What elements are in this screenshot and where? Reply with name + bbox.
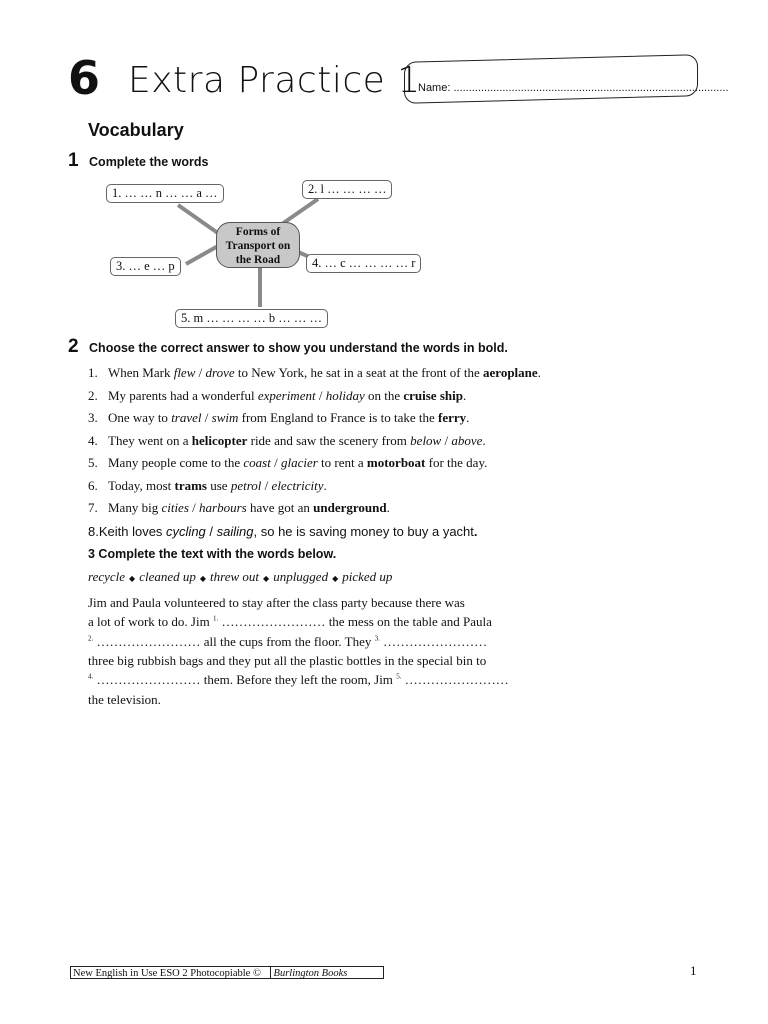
footer-text: New English in Use ESO 2 Photocopiable © bbox=[73, 968, 264, 979]
answer-option: above bbox=[451, 432, 483, 448]
bold-keyword: motorboat bbox=[366, 455, 426, 470]
exercise-2-item bbox=[88, 500, 390, 516]
text-run: …………………… them. Before they left the room, Jim bbox=[93, 672, 397, 688]
mind-map-box-3: 3. … e … p bbox=[110, 257, 181, 276]
exercise-2-heading bbox=[68, 336, 508, 358]
gap-number: 4. bbox=[88, 672, 94, 681]
text-run: . bbox=[466, 410, 470, 425]
item-number: 3. bbox=[88, 410, 98, 425]
answer-option: experiment bbox=[257, 387, 316, 403]
text-run: / bbox=[270, 455, 281, 470]
answer-option: drove bbox=[205, 365, 235, 380]
text-run: . bbox=[537, 365, 541, 380]
bold-keyword: aeroplane bbox=[483, 365, 538, 380]
connector-1 bbox=[178, 205, 222, 236]
footer-credit bbox=[70, 966, 384, 979]
word-bank-item: cleaned up bbox=[139, 569, 196, 584]
text-run: Jim and Paula volunteered to stay after the class party because there was bbox=[88, 595, 465, 610]
text-run: When Mark bbox=[108, 365, 174, 380]
item-text bbox=[108, 365, 541, 380]
answer-option: sailing bbox=[216, 524, 254, 539]
text-run: …………………… bbox=[401, 672, 509, 688]
mind-map-center-line: Forms of bbox=[235, 226, 281, 238]
item-text bbox=[108, 410, 469, 425]
bullet-separator: ◆ bbox=[129, 574, 136, 583]
text-run: One way to bbox=[108, 410, 172, 425]
answer-option: cities bbox=[161, 500, 189, 515]
text-run: My parents had a wonderful bbox=[108, 387, 258, 403]
text-run: / bbox=[205, 524, 217, 539]
item-number: 6. bbox=[88, 477, 98, 493]
text-run: / bbox=[261, 477, 272, 493]
word-bank-item: threw out bbox=[210, 569, 260, 584]
text-line bbox=[88, 595, 465, 611]
text-run: They went on a bbox=[108, 432, 192, 448]
item-number: 1. bbox=[88, 365, 98, 380]
text-run: Many people come to the bbox=[108, 455, 244, 470]
text-run: . bbox=[386, 500, 390, 515]
word-bank-item: unplugged bbox=[273, 569, 329, 584]
text-run: the television. bbox=[88, 691, 161, 707]
text-run: to New York, he sat in a seat at the front of the bbox=[234, 365, 484, 380]
text-run: for the day. bbox=[425, 455, 488, 470]
mind-map-box-1: 1. … … n … … a … bbox=[106, 184, 224, 203]
item-text bbox=[108, 388, 466, 403]
bold-keyword: cruise ship bbox=[403, 387, 463, 403]
answer-option: electricity bbox=[271, 477, 324, 493]
publisher-name: Burlington Books bbox=[273, 968, 348, 979]
text-line bbox=[88, 634, 487, 650]
text-run: . bbox=[482, 432, 486, 448]
text-run: …………………… bbox=[379, 633, 488, 649]
bold-keyword: helicopter bbox=[191, 432, 248, 448]
answer-option: cycling bbox=[166, 524, 206, 539]
gap-number: 5. bbox=[396, 672, 402, 681]
item-text bbox=[108, 433, 486, 448]
mind-map-box-2: 2. l … … … … bbox=[302, 180, 392, 199]
text-run: / bbox=[315, 387, 326, 403]
exercise-2-item bbox=[88, 433, 486, 449]
unit-title: Extra Practice 1 bbox=[128, 60, 421, 101]
text-run: from England to France is to take the bbox=[238, 410, 439, 425]
word-bank bbox=[88, 569, 392, 585]
exercise-2-item-8 bbox=[88, 524, 478, 540]
text-run: ride and saw the scenery from bbox=[247, 432, 411, 448]
item-text bbox=[108, 478, 327, 493]
item-text bbox=[108, 500, 390, 515]
bullet-separator: ◆ bbox=[199, 574, 207, 583]
connector-2 bbox=[282, 199, 318, 224]
answer-option: petrol bbox=[230, 477, 262, 493]
answer-option: flew bbox=[173, 365, 196, 380]
mind-map-box-5: 5. m … … … … b … … … bbox=[175, 309, 328, 328]
item-number: 7. bbox=[88, 500, 98, 515]
exercise-instruction: Complete the words bbox=[89, 155, 209, 169]
text-run: / bbox=[441, 432, 452, 448]
word-bank-item: recycle bbox=[88, 569, 126, 584]
item-number: 4. bbox=[88, 432, 98, 448]
bullet-separator: ◆ bbox=[332, 574, 339, 583]
word-bank-item: picked up bbox=[342, 569, 393, 584]
exercise-2-item bbox=[88, 478, 327, 494]
text-run: . bbox=[323, 477, 327, 493]
bold-keyword: ferry bbox=[438, 410, 467, 425]
text-run: / bbox=[188, 500, 200, 515]
text-run: have got an bbox=[246, 500, 314, 515]
mind-map-center-line: Transport on bbox=[225, 240, 291, 252]
text-line bbox=[88, 692, 161, 708]
text-run: Many big bbox=[108, 500, 162, 515]
name-field-label: Name: .......................................................................................... bbox=[418, 82, 729, 94]
exercise-2-item bbox=[88, 455, 487, 471]
text-run: …………………… the mess on the table and Paula bbox=[218, 614, 492, 630]
exercise-2-item bbox=[88, 365, 541, 381]
exercise-2-item bbox=[88, 388, 466, 404]
answer-option: swim bbox=[211, 410, 239, 425]
item-number: 2. bbox=[88, 387, 98, 403]
answer-option: harbours bbox=[199, 500, 247, 515]
exercise-instruction: Choose the correct answer to show you understand the words in bold. bbox=[89, 341, 508, 355]
answer-option: travel bbox=[171, 410, 202, 425]
text-line bbox=[88, 653, 486, 669]
text-run: Today, most bbox=[108, 477, 175, 493]
unit-number: 6 bbox=[68, 51, 101, 105]
text-run: use bbox=[207, 477, 231, 493]
page-number: 1 bbox=[690, 963, 697, 978]
text-run: a lot of work to do. Jim bbox=[88, 614, 213, 630]
mind-map-center-line: the Road bbox=[235, 254, 281, 266]
mind-map-center bbox=[216, 222, 300, 268]
exercise-2-item bbox=[88, 410, 469, 426]
gap-number: 1. bbox=[212, 614, 219, 623]
bold-keyword: underground bbox=[313, 500, 387, 515]
answer-option: glacier bbox=[280, 455, 318, 470]
connector-3 bbox=[186, 246, 218, 264]
mind-map-connectors bbox=[0, 0, 768, 340]
text-run: , so he is saving money to buy a yacht bbox=[253, 524, 474, 539]
gap-number: 2. bbox=[88, 634, 94, 643]
text-run: 8.Keith loves bbox=[88, 524, 167, 539]
text-line bbox=[88, 672, 509, 688]
answer-option: below bbox=[410, 432, 442, 448]
exercise-number: 2 bbox=[68, 336, 79, 357]
exercise-number: 1 bbox=[68, 150, 79, 171]
item-number: 5. bbox=[88, 455, 98, 470]
text-run: . bbox=[462, 387, 467, 403]
gap-number: 3. bbox=[374, 634, 380, 643]
answer-option: holiday bbox=[325, 387, 365, 403]
text-run: three big rubbish bags and they put all the plastic bottles in the special bin to bbox=[88, 652, 487, 668]
text-line bbox=[88, 614, 492, 630]
mind-map-box-4: 4. … c … … … … r bbox=[306, 254, 421, 273]
text-run: / bbox=[201, 410, 212, 425]
text-run: on the bbox=[364, 387, 404, 403]
section-title: Vocabulary bbox=[88, 120, 184, 140]
text-run: …………………… all the cups from the floor. They bbox=[93, 633, 375, 649]
text-run: to rent a bbox=[317, 455, 367, 470]
bold-keyword: . bbox=[473, 524, 478, 539]
text-run: / bbox=[195, 365, 206, 380]
answer-option: coast bbox=[243, 455, 271, 470]
exercise-3-heading: 3 Complete the text with the words below. bbox=[88, 547, 337, 561]
item-text bbox=[108, 455, 487, 470]
bullet-separator: ◆ bbox=[263, 574, 270, 583]
bold-keyword: trams bbox=[174, 477, 207, 493]
